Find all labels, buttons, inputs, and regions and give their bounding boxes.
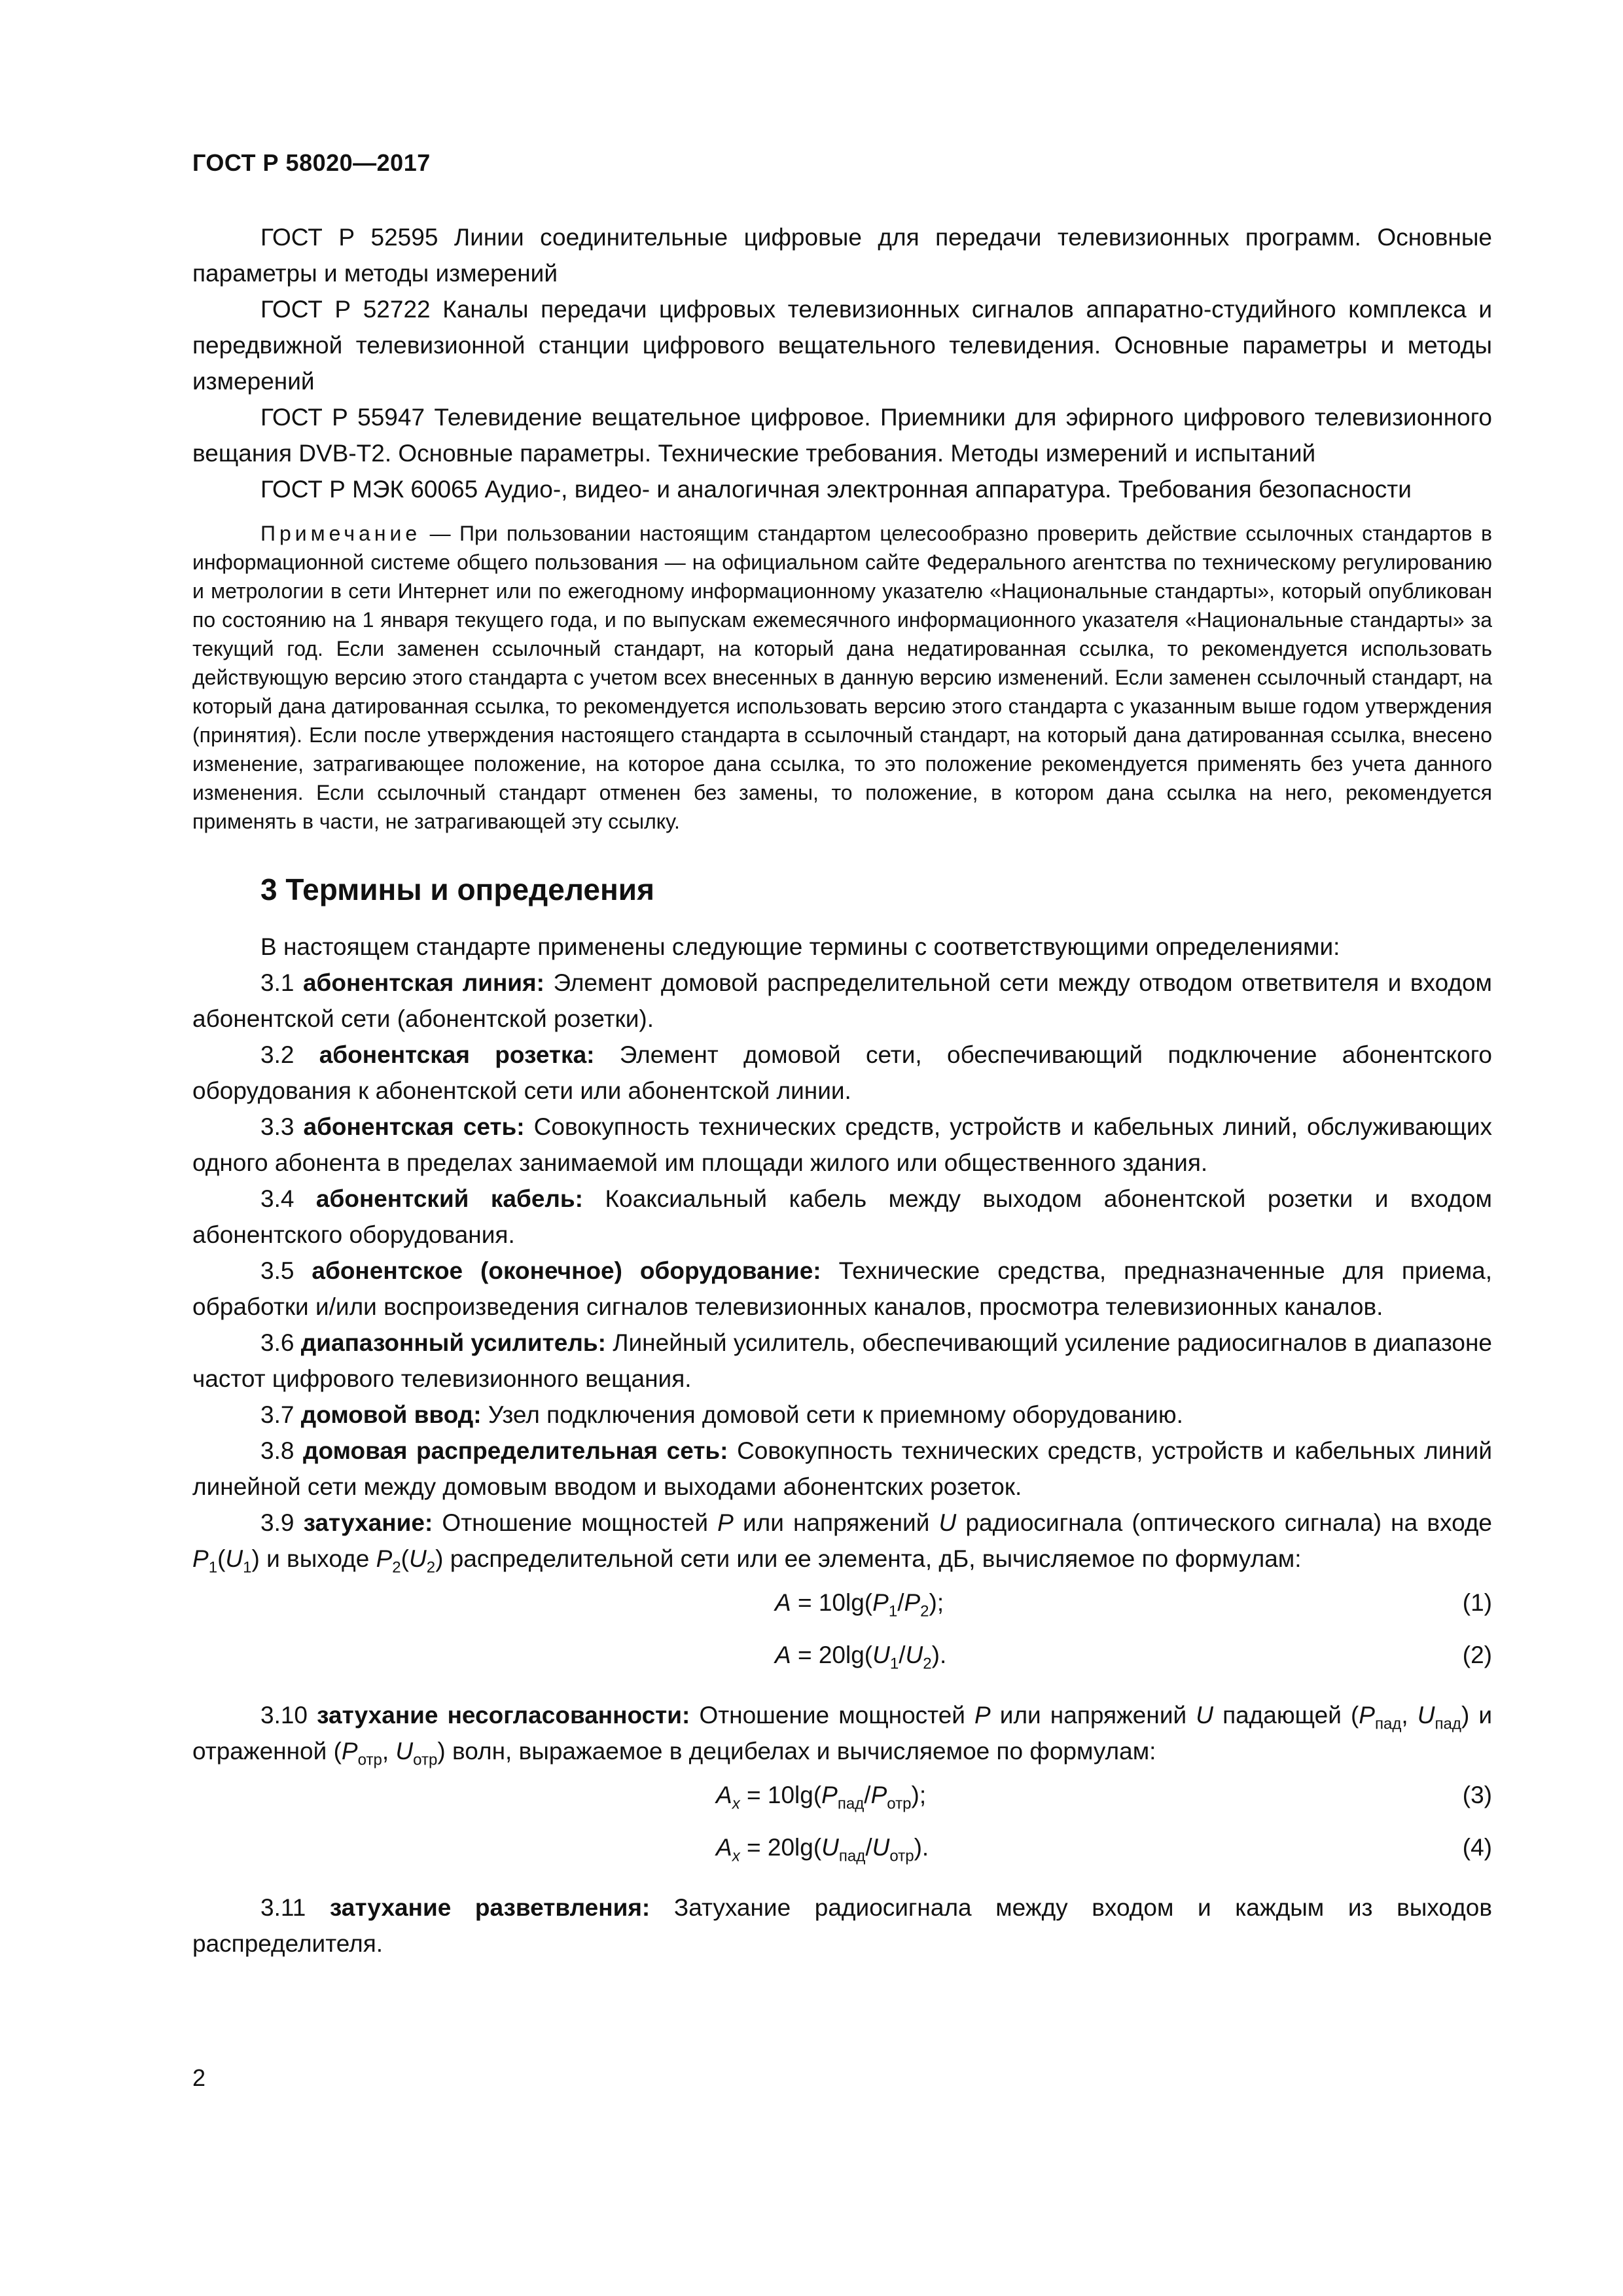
note-label: Примечание xyxy=(260,522,421,545)
document-body xyxy=(192,219,1492,1962)
term-3-7: 3.7 домовой ввод: Узел подключения домовой сети к приемному оборудованию. xyxy=(260,1401,1183,1428)
page-number: 2 xyxy=(192,2064,206,2091)
term-3-3: 3.3 абонентская сеть: Совокупность технических средств, устройств и кабельных линий, обслуживающих одного абонента в пределах занимаемой им площади жилого или общественного здания. xyxy=(192,1113,1492,1176)
term-3-9: 3.9 затухание: Отношение мощностей P или напряжений U радиосигнала (оптического сигнала) на входе $P_1(U_1)$ и выходе $P_2(U_2)$ распределительной сети или ее элемента, дБ, вычисляемое по формулам: xyxy=(192,1509,1493,1577)
reference-item: ГОСТ Р 55947 Телевидение вещательное цифровое. Приемники для эфирного цифрового телевизионного вещания DVB-T2. Основные параметры. Технические требования. Методы измерений и испытаний xyxy=(192,404,1492,467)
formula-4: $A_x = 20\lg(U_{пад}/U_{отр})$. (4) xyxy=(192,1821,1492,1874)
terms-list xyxy=(192,929,1492,1962)
term-3-11: 3.11 затухание разветвления: Затухание радиосигнала между входом и каждым из выходов распределителя. xyxy=(192,1894,1493,1957)
formula-number: (4) xyxy=(1462,1834,1492,1861)
term-3-2: 3.2 абонентская розетка: Элемент домовой сети, обеспечивающий подключение абонентского оборудования к абонентской сети или абонентской линии. xyxy=(192,1041,1492,1104)
note-dash: — xyxy=(421,522,459,545)
term-3-4: 3.4 абонентский кабель: Коаксиальный кабель между выходом абонентской розетки и входом абонентского оборудования. xyxy=(192,1185,1492,1248)
term-3-10: 3.10 затухание несогласованности: Отношение мощностей P или напряжений U падающей ($P_{пад}$, $U_{пад}$) и отраженной ($P_{отр}$, $U_{отр}$) волн, выражаемое в децибелах и вычисляемое по формулам: xyxy=(192,1702,1493,1769)
reference-item: ГОСТ Р 52595 Линии соединительные цифровые для передачи телевизионных программ. Основные параметры и методы измерений xyxy=(192,224,1492,287)
document-header: ГОСТ Р 58020—2017 xyxy=(192,149,431,176)
note-paragraph xyxy=(192,519,1492,836)
term-3-6: 3.6 диапазонный усилитель: Линейный усилитель, обеспечивающий усиление радиосигналов в диапазоне частот цифрового телевизионного вещания. xyxy=(192,1329,1492,1392)
term-3-8: 3.8 домовая распределительная сеть: Совокупность технических средств, устройств и кабельных линий линейной сети между домовым вводом и выходами абонентских розеток. xyxy=(192,1437,1493,1500)
note-text: При пользовании настоящим стандартом целесообразно проверить действие ссылочных стандартов в информационной системе общего пользования — на официальном сайте Федерального агентства по техническому регулированию и метрологии в сети Интернет или по ежегодному информационному указателю «Национальные стандарты», который опубликован по состоянию на 1 января текущего года, и по выпускам ежемесячного информационного указателя «Национальные стандарты» за текущий год. Если заменен ссылочный стандарт, на который дана недатированная ссылка, то рекомендуется использовать действующую версию этого стандарта с учетом всех внесенных в данную версию изменений. Если заменен ссылочный стандарт, на который дана датированная ссылка, то рекомендуется использовать версию этого стандарта с указанным выше годом утверждения (принятия). Если после утверждения настоящего стандарта в ссылочный стандарт, на который дана датированная ссылка, внесено изменение, затрагивающее положение, на которое дана ссылка, то это положение рекомендуется применять без учета данного изменения. Если ссылочный стандарт отменен без замены, то положение, в котором дана ссылка на него, рекомендуется применять в части, не затрагивающей эту ссылку. xyxy=(192,522,1493,833)
formula-number: (3) xyxy=(1462,1782,1492,1808)
section-title: 3 Термины и определения xyxy=(260,872,654,906)
formula-2: $A = 20\lg(U_1/U_2)$. (2) xyxy=(192,1629,1492,1681)
term-3-1: 3.1 абонентская линия: Элемент домовой распределительной сети между отводом ответвителя и входом абонентской сети (абонентской розетки). xyxy=(192,969,1492,1032)
formula-3: $A_x = 10\lg(P_{пад}/P_{отр})$; (3) xyxy=(192,1769,1492,1821)
formula-number: (1) xyxy=(1462,1589,1492,1616)
formula-1: $A = 10\lg(P_1/P_2)$; (1) xyxy=(192,1577,1492,1629)
section-intro: В настоящем стандарте применены следующие термины с соответствующими определениями: xyxy=(260,933,1340,960)
term-3-5: 3.5 абонентское (оконечное) оборудование: Технические средства, предназначенные для приема, обработки и/или воспроизведения сигналов телевизионных каналов, просмотра телевизионных каналов. xyxy=(192,1257,1492,1320)
reference-item: ГОСТ Р МЭК 60065 Аудио-, видео- и аналогичная электронная аппаратура. Требования безопасности xyxy=(260,476,1412,503)
formula-number: (2) xyxy=(1462,1641,1492,1668)
reference-item: ГОСТ Р 52722 Каналы передачи цифровых телевизионных сигналов аппаратно-студийного комплекса и передвижной телевизионной станции цифрового вещательного телевидения. Основные параметры и методы измерений xyxy=(192,296,1492,395)
